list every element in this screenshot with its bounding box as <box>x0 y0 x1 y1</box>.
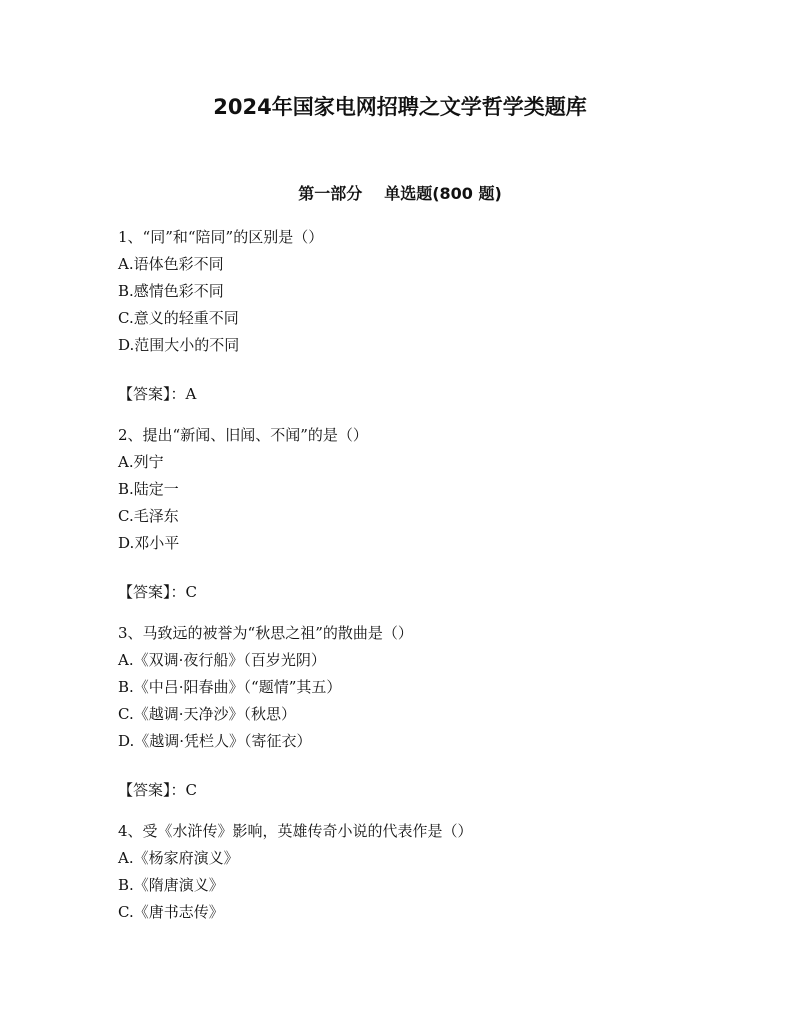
question-list <box>118 224 718 926</box>
section-name: 单选题(800 题) <box>384 184 502 203</box>
option-c: C.《唐书志传》 <box>118 903 224 921</box>
question-stem: 4、受《水浒传》影响，英雄传奇小说的代表作是（） <box>118 822 473 840</box>
option-a: A.列宁 <box>118 453 164 471</box>
question-4 <box>118 818 718 926</box>
question-2 <box>118 422 718 606</box>
option-a: A.《双调·夜行船》（百岁光阴） <box>118 651 326 669</box>
option-b: B.《中吕·阳春曲》（“题情”其五） <box>118 678 342 696</box>
option-d: D.范围大小的不同 <box>118 336 240 354</box>
option-c: C.毛泽东 <box>118 507 179 525</box>
question-stem: 1、“同”和“陪同”的区别是（） <box>118 228 324 246</box>
option-a: A.语体色彩不同 <box>118 255 224 273</box>
option-d: D.邓小平 <box>118 534 180 552</box>
section-label: 第一部分 <box>298 184 363 203</box>
section-title <box>0 182 800 206</box>
option-b: B.感情色彩不同 <box>118 282 224 300</box>
option-c: C.《越调·天净沙》（秋思） <box>118 705 296 723</box>
answer: 【答案】：C <box>118 583 197 601</box>
question-stem: 2、提出“新闻、旧闻、不闻”的是（） <box>118 426 368 444</box>
question-1 <box>118 224 718 408</box>
option-a: A.《杨家府演义》 <box>118 849 239 867</box>
question-3 <box>118 620 718 804</box>
answer: 【答案】：A <box>118 385 197 403</box>
option-b: B.陆定一 <box>118 480 179 498</box>
option-c: C.意义的轻重不同 <box>118 309 239 327</box>
question-stem: 3、马致远的被誉为“秋思之祖”的散曲是（） <box>118 624 413 642</box>
answer: 【答案】：C <box>118 781 197 799</box>
option-b: B.《隋唐演义》 <box>118 876 224 894</box>
document-title: 2024年国家电网招聘之文学哲学类题库 <box>213 95 587 119</box>
option-d: D.《越调·凭栏人》（寄征衣） <box>118 732 312 750</box>
